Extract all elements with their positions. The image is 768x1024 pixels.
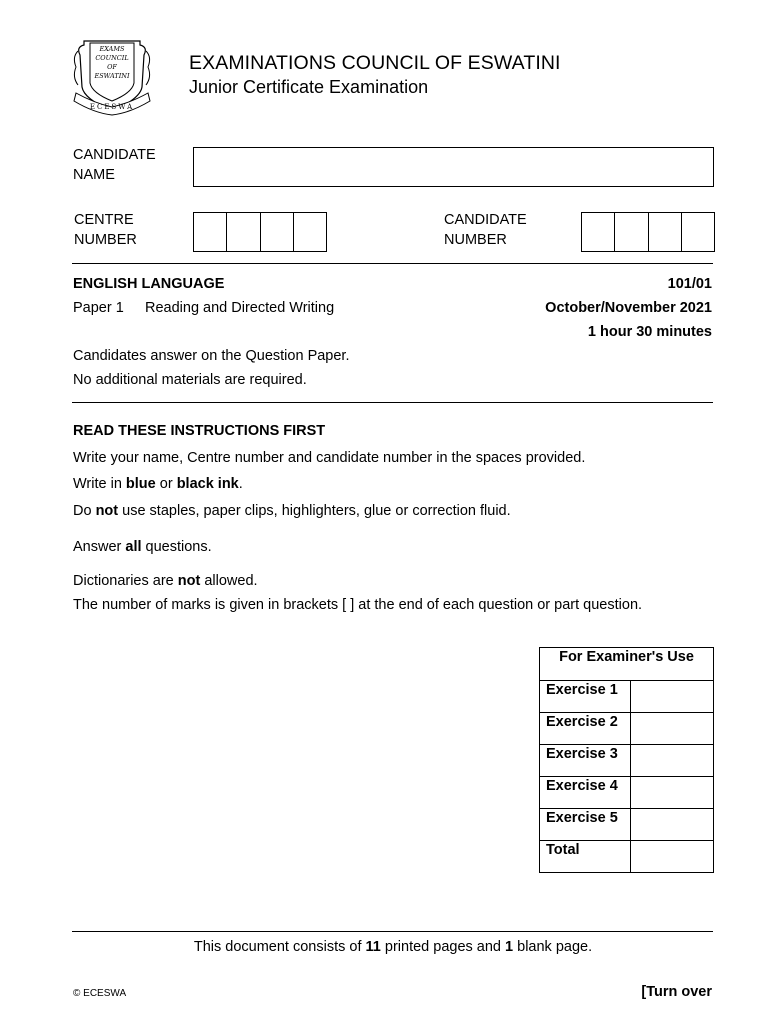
seal-ribbon: ECESWA xyxy=(89,103,135,111)
materials-note: No additional materials are required. xyxy=(73,372,307,388)
seal-line-4: ESWATINI xyxy=(94,72,130,80)
paper-code: 101/01 xyxy=(667,276,712,292)
seal-line-2: COUNCIL xyxy=(95,54,129,62)
instruction-line: Write in blue or black ink. xyxy=(73,476,243,492)
exam-duration: 1 hour 30 minutes xyxy=(587,324,712,340)
page-count-note: This document consists of 11 printed pages and 1 blank page. xyxy=(193,939,593,955)
candidate-digit-box[interactable] xyxy=(649,213,682,251)
candidate-number-field[interactable] xyxy=(581,212,715,252)
centre-digit-box[interactable] xyxy=(194,213,227,251)
candidate-name-field[interactable] xyxy=(193,147,714,187)
centre-number-label: CENTRE NUMBER xyxy=(74,212,137,248)
instruction-line: Answer all questions. xyxy=(73,539,212,555)
copyright: © ECESWA xyxy=(73,988,127,999)
seal-line-1: EXAMS xyxy=(99,45,125,53)
candidate-digit-box[interactable] xyxy=(615,213,648,251)
instructions-heading: READ THESE INSTRUCTIONS FIRST xyxy=(73,423,326,439)
instruction-line: The number of marks is given in brackets [ ] at the end of each question or part question. xyxy=(73,597,643,613)
centre-digit-box[interactable] xyxy=(294,213,326,251)
exercise-mark-cell[interactable] xyxy=(631,745,714,777)
organization-title: EXAMINATIONS COUNCIL OF ESWATINI xyxy=(189,52,561,74)
answer-note: Candidates answer on the Question Paper. xyxy=(73,348,350,364)
exercise-mark-cell[interactable] xyxy=(631,713,714,745)
exercise-label: Exercise 2 xyxy=(540,713,631,745)
eceswa-seal-logo xyxy=(70,37,154,117)
exam-session: October/November 2021 xyxy=(545,300,712,316)
paper-title: Reading and Directed Writing xyxy=(145,300,335,316)
examiner-use-table xyxy=(539,647,714,873)
exercise-label: Exercise 1 xyxy=(540,681,631,713)
exercise-mark-cell[interactable] xyxy=(631,777,714,809)
turn-over-note: [Turn over xyxy=(641,984,712,1000)
exercise-mark-cell[interactable] xyxy=(631,681,714,713)
exam-name: Junior Certificate Examination xyxy=(189,77,429,97)
centre-number-field[interactable] xyxy=(193,212,327,252)
candidate-name-label: CANDIDATE NAME xyxy=(73,147,156,183)
instruction-line: Do not use staples, paper clips, highlighters, glue or correction fluid. xyxy=(73,503,511,519)
candidate-digit-box[interactable] xyxy=(682,213,714,251)
divider xyxy=(72,402,713,403)
seal-line-3: OF xyxy=(107,63,117,71)
candidate-number-label: CANDIDATE NUMBER xyxy=(444,212,527,248)
examiner-table-heading: For Examiner's Use xyxy=(540,648,714,681)
instruction-line: Dictionaries are not allowed. xyxy=(73,573,258,589)
exercise-mark-cell[interactable] xyxy=(631,809,714,841)
total-label: Total xyxy=(540,841,631,873)
exercise-label: Exercise 5 xyxy=(540,809,631,841)
exercise-label: Exercise 3 xyxy=(540,745,631,777)
centre-digit-box[interactable] xyxy=(227,213,260,251)
candidate-digit-box[interactable] xyxy=(582,213,615,251)
instruction-line: Write your name, Centre number and candidate number in the spaces provided. xyxy=(73,450,586,466)
divider xyxy=(72,931,713,932)
exercise-label: Exercise 4 xyxy=(540,777,631,809)
total-mark-cell[interactable] xyxy=(631,841,714,873)
divider xyxy=(72,263,713,264)
paper-number: Paper 1 xyxy=(73,300,124,316)
subject-name: ENGLISH LANGUAGE xyxy=(73,276,225,292)
centre-digit-box[interactable] xyxy=(261,213,294,251)
